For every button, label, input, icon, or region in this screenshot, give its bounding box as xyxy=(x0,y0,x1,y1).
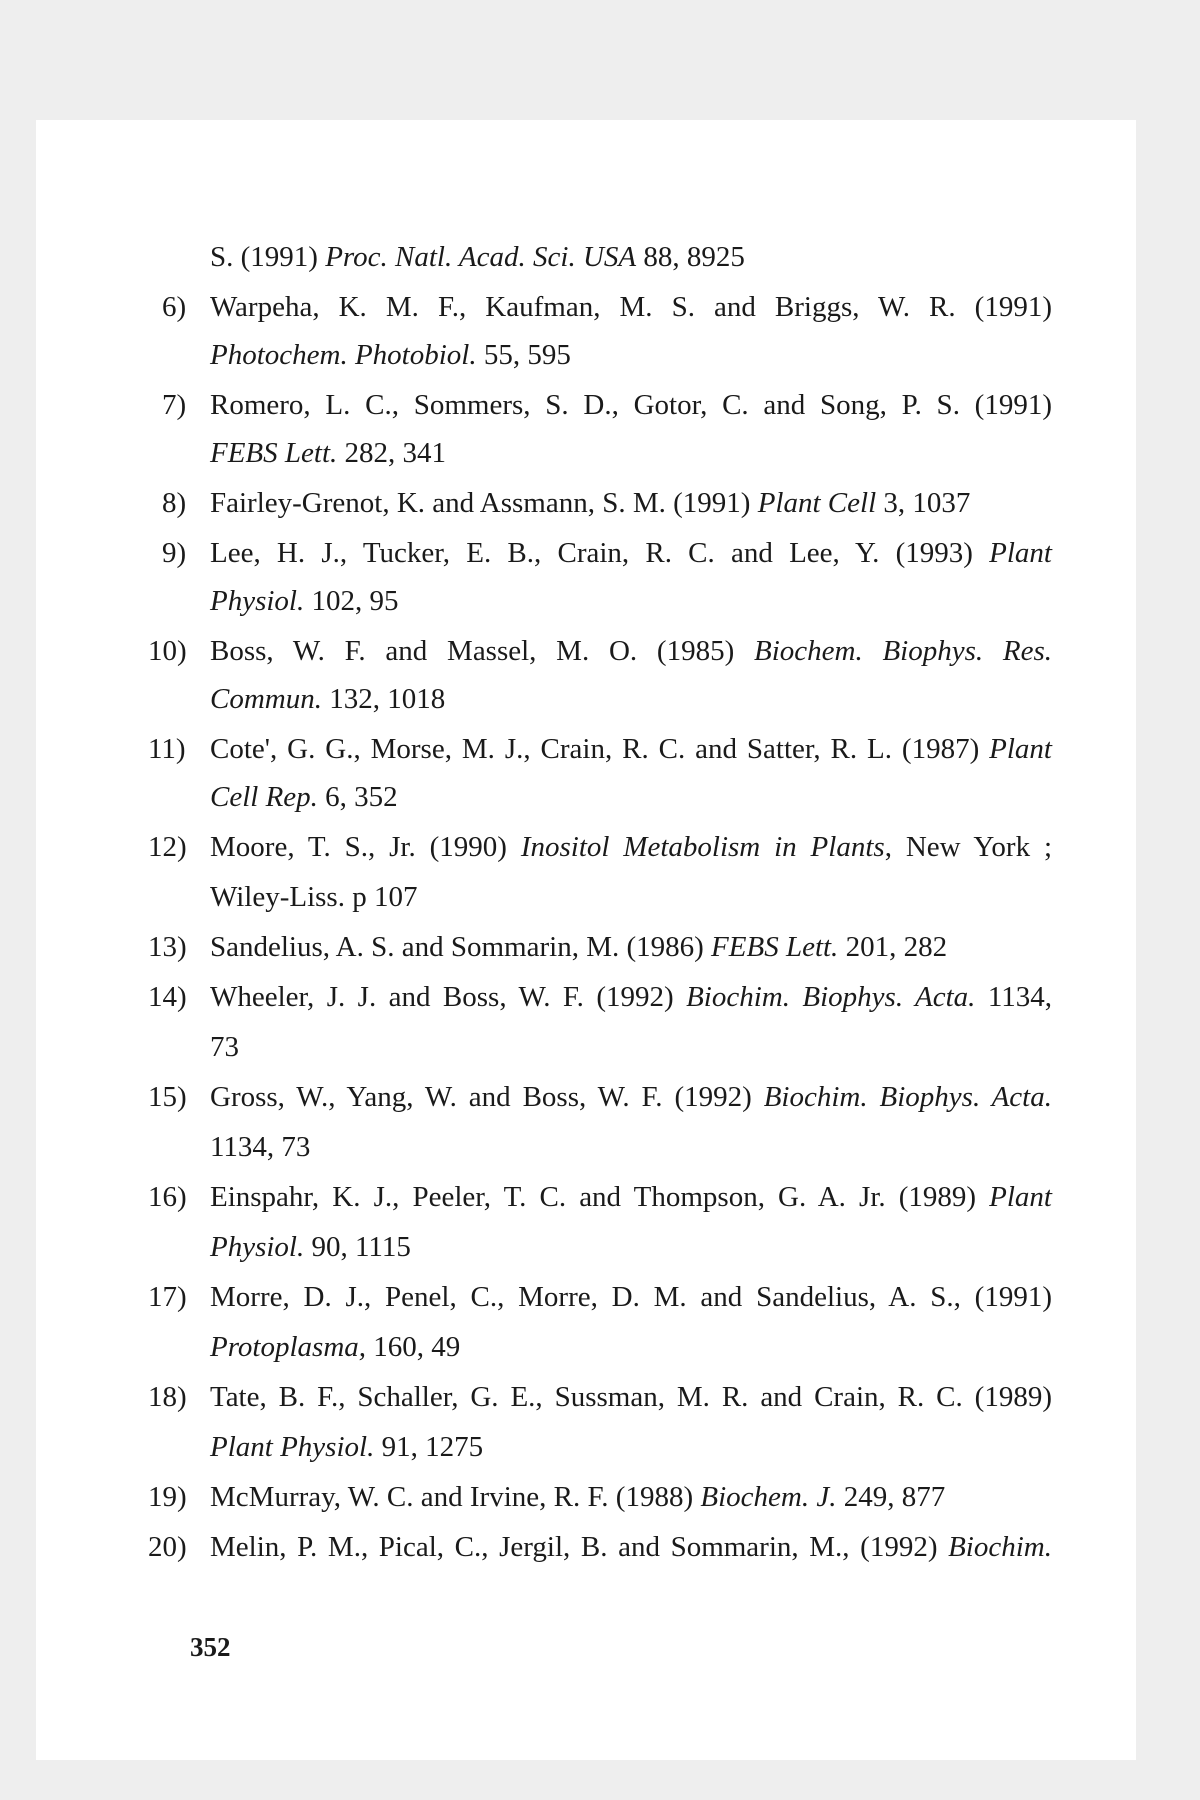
book-title: Inositol Metabolism in Plants xyxy=(520,831,885,863)
ref-volume-pages: 90, 1115 xyxy=(304,1231,411,1263)
reference-line xyxy=(210,930,947,964)
reference-number: 19) xyxy=(148,1481,187,1513)
journal-name: Plant Physiol. xyxy=(210,1431,375,1463)
reference-line xyxy=(210,1430,483,1464)
reference-number: 14) xyxy=(148,981,187,1013)
ref-volume-pages: 282, 341 xyxy=(337,437,447,469)
journal-name: Protoplasma, xyxy=(210,1331,367,1363)
journal-name: Plant xyxy=(989,733,1052,765)
reference-line xyxy=(210,980,1052,1014)
ref-text: Wheeler, J. J. and Boss, W. F. (1992) xyxy=(210,981,687,1013)
ref-text: McMurray, W. C. and Irvine, R. F. (1988) xyxy=(210,1481,701,1513)
ref-volume-pages: 3, 1037 xyxy=(876,487,971,519)
reference-number: 16) xyxy=(148,1181,187,1213)
ref-text: Melin, P. M., Pical, C., Jergil, B. and Sommarin, M., (1992) xyxy=(210,1531,949,1563)
ref-volume-pages: 102, 95 xyxy=(304,585,399,617)
reference-line: Romero, L. C., Sommers, S. D., Gotor, C. and Song, P. S. (1991) xyxy=(210,389,1052,421)
ref-volume-pages: 55, 595 xyxy=(476,339,571,371)
reference-number: 18) xyxy=(148,1381,187,1413)
journal-name: Physiol. xyxy=(210,1231,305,1263)
ref-volume-pages: 132, 1018 xyxy=(321,683,446,715)
reference-line xyxy=(210,486,970,520)
reference-line xyxy=(210,1480,945,1514)
reference-line xyxy=(210,436,446,470)
reference-line xyxy=(210,1080,1052,1114)
reference-line: Warpeha, K. M. F., Kaufman, M. S. and Briggs, W. R. (1991) xyxy=(210,291,1052,323)
reference-continued xyxy=(210,240,745,274)
ref-volume-pages: 88, 8925 xyxy=(636,241,745,273)
reference-line: Morre, D. J., Penel, C., Morre, D. M. and Sandelius, A. S., (1991) xyxy=(210,1281,1052,1313)
reference-number: 12) xyxy=(148,831,187,863)
journal-name: FEBS Lett. xyxy=(711,931,839,963)
journal-name: Plant xyxy=(989,1181,1052,1213)
ref-text: Boss, W. F. and Massel, M. O. (1985) xyxy=(210,635,754,667)
reference-line xyxy=(210,1230,411,1264)
ref-text: Cote', G. G., Morse, M. J., Crain, R. C. and Satter, R. L. (1987) xyxy=(210,733,990,765)
journal-name: Physiol. xyxy=(210,585,305,617)
reference-line xyxy=(210,1180,1052,1214)
ref-volume-pages: 6, 352 xyxy=(317,781,398,813)
journal-name: Commun. xyxy=(210,683,322,715)
reference-number: 17) xyxy=(148,1281,187,1313)
reference-line: Tate, B. F., Schaller, G. E., Sussman, M. R. and Crain, R. C. (1989) xyxy=(210,1381,1052,1413)
reference-line xyxy=(210,732,1052,766)
journal-name: Biochim. Biophys. Acta. xyxy=(686,981,976,1013)
reference-line xyxy=(210,682,445,716)
ref-text: Gross, W., Yang, W. and Boss, W. F. (1992) xyxy=(210,1081,764,1113)
reference-number: 6) xyxy=(162,291,187,323)
reference-number: 8) xyxy=(162,487,187,519)
reference-line xyxy=(210,830,1052,864)
journal-name: FEBS Lett. xyxy=(210,437,338,469)
ref-volume-pages: 1134, xyxy=(975,981,1052,1013)
journal-name: Biochem. J. xyxy=(700,1481,837,1513)
journal-name: Proc. Natl. Acad. Sci. USA xyxy=(325,241,637,273)
reference-line xyxy=(210,634,1052,668)
ref-volume-pages: 249, 877 xyxy=(836,1481,946,1513)
reference-line xyxy=(210,584,399,618)
reference-line xyxy=(210,1530,1052,1564)
reference-line xyxy=(210,780,398,814)
reference-line: 73 xyxy=(210,1031,239,1063)
reference-line xyxy=(210,338,571,372)
journal-name: Plant xyxy=(989,537,1052,569)
reference-number: 9) xyxy=(162,537,187,569)
ref-text: Moore, T. S., Jr. (1990) xyxy=(210,831,521,863)
journal-name: Biochim. xyxy=(948,1531,1052,1563)
ref-text: S. (1991) xyxy=(210,241,326,273)
reference-number: 20) xyxy=(148,1531,187,1563)
ref-volume-pages: 160, 49 xyxy=(366,1331,461,1363)
page-number: 352 xyxy=(190,1632,231,1662)
ref-text: Fairley-Grenot, K. and Assmann, S. M. (1991) xyxy=(210,487,758,519)
reference-number: 7) xyxy=(162,389,187,421)
reference-line xyxy=(210,536,1052,570)
ref-volume-pages: 201, 282 xyxy=(838,931,948,963)
reference-number: 11) xyxy=(148,733,186,765)
journal-name: Biochim. Biophys. Acta. xyxy=(763,1081,1052,1113)
ref-text: Sandelius, A. S. and Sommarin, M. (1986) xyxy=(210,931,712,963)
ref-text: Lee, H. J., Tucker, E. B., Crain, R. C. and Lee, Y. (1993) xyxy=(210,537,990,569)
ref-volume-pages: 91, 1275 xyxy=(374,1431,484,1463)
reference-number: 13) xyxy=(148,931,187,963)
journal-name: Plant Cell xyxy=(757,487,877,519)
journal-name: Photochem. Photobiol. xyxy=(210,339,477,371)
reference-line: 1134, 73 xyxy=(210,1131,311,1163)
journal-name: Biochem. Biophys. Res. xyxy=(753,635,1052,667)
journal-name: Cell Rep. xyxy=(210,781,318,813)
reference-line xyxy=(210,1330,460,1364)
reference-number: 15) xyxy=(148,1081,187,1113)
ref-text: Einspahr, K. J., Peeler, T. C. and Thompson, G. A. Jr. (1989) xyxy=(210,1181,990,1213)
reference-number: 10) xyxy=(148,635,187,667)
reference-line: Wiley-Liss. p 107 xyxy=(210,881,418,913)
ref-text: , New York ; xyxy=(884,831,1053,863)
